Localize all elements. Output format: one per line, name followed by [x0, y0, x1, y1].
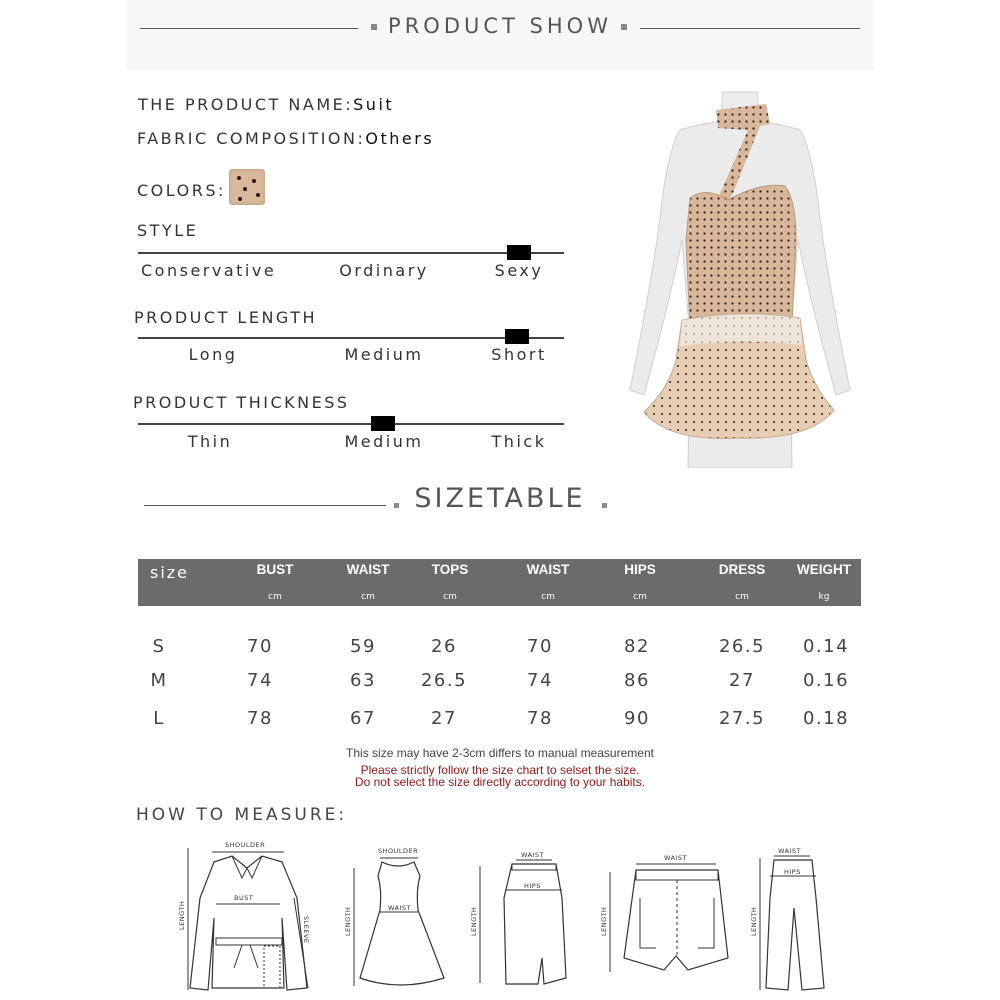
fabric-row: [137, 129, 434, 148]
thickness-option-thin: Thin: [187, 432, 233, 451]
skirt-measure-diagram: [466, 838, 586, 998]
cell-weight: 0.14: [802, 636, 850, 657]
style-scale-line: [138, 252, 564, 254]
jacket-icon: [172, 838, 322, 998]
length-title: PRODUCT LENGTH: [134, 308, 318, 327]
svg-text:SHOULDER: SHOULDER: [378, 847, 419, 855]
cell-bust: 78: [247, 708, 273, 729]
length-option-short: Short: [491, 345, 547, 364]
length-option-long: Long: [188, 345, 238, 364]
product-name-value: Suit: [353, 95, 395, 114]
length-marker: [505, 329, 529, 344]
col-tops: TOPS: [431, 562, 469, 577]
svg-text:LENGTH: LENGTH: [600, 906, 608, 936]
svg-text:WAIST: WAIST: [521, 851, 545, 859]
cell-hips: 82: [624, 636, 650, 657]
unit-weight: kg: [818, 592, 830, 602]
measurement-note: This size may have 2-3cm differs to manual measurement: [346, 746, 654, 760]
col-waist-2: WAIST: [526, 562, 570, 577]
thickness-option-thick: Thick: [491, 432, 547, 451]
cell-bust: 74: [247, 670, 273, 691]
unit-waist: cm: [361, 592, 375, 602]
cell-weight: 0.18: [802, 708, 850, 729]
svg-text:WAIST: WAIST: [388, 904, 412, 912]
product-show-title: PRODUCT SHOW: [388, 14, 612, 38]
row-size: S: [152, 636, 166, 657]
cell-waist-2: 78: [527, 708, 553, 729]
dress-icon: [340, 838, 455, 998]
style-marker: [507, 245, 531, 260]
style-option-sexy: Sexy: [494, 261, 544, 280]
cell-waist-2: 74: [527, 670, 553, 691]
cell-dress: 26.5: [718, 636, 766, 657]
product-name-row: [138, 95, 394, 114]
habit-warning: Do not select the size directly according to your habits.: [354, 775, 646, 789]
size-chart-warning: Please strictly follow the size chart to selset the size.: [360, 763, 640, 777]
col-waist: WAIST: [346, 562, 390, 577]
row-size: L: [153, 708, 165, 729]
pants-measure-diagram: [748, 838, 848, 998]
svg-text:LENGTH: LENGTH: [344, 906, 352, 936]
length-scale-line: [138, 337, 564, 339]
cell-waist: 67: [350, 708, 376, 729]
thickness-option-medium: Medium: [344, 432, 424, 451]
svg-text:HIPS: HIPS: [524, 882, 541, 890]
size-table-header: [138, 559, 861, 606]
color-swatch[interactable]: [229, 169, 265, 205]
sizetable-title: SIZETABLE: [414, 483, 586, 514]
col-bust: BUST: [256, 562, 294, 577]
shorts-measure-diagram: [596, 838, 746, 998]
thickness-scale-line: [138, 423, 564, 425]
pants-icon: [748, 838, 848, 998]
style-option-conservative: Conservative: [141, 261, 277, 280]
sizetable-left-dot: [394, 503, 399, 508]
size-column-header: size: [150, 563, 190, 582]
cell-tops: 26.5: [420, 670, 468, 691]
svg-text:SHOULDER: SHOULDER: [225, 841, 266, 849]
svg-text:BUST: BUST: [234, 894, 254, 902]
cell-weight: 0.16: [802, 670, 850, 691]
banner-right-rule: [640, 28, 860, 29]
svg-text:WAIST: WAIST: [778, 847, 802, 855]
cell-waist: 63: [350, 670, 376, 691]
product-name-label: THE PRODUCT NAME:: [138, 95, 354, 114]
unit-tops: cm: [443, 592, 457, 602]
col-dress: DRESS: [718, 562, 766, 577]
mannequin-illustration: [610, 90, 862, 468]
col-hips: HIPS: [624, 562, 656, 577]
sizetable-right-dot: [602, 503, 607, 508]
product-photo: [610, 90, 862, 468]
cell-hips: 86: [624, 670, 650, 691]
cell-bust: 70: [247, 636, 273, 657]
jacket-measure-diagram: [172, 838, 322, 998]
thickness-title: PRODUCT THICKNESS: [133, 393, 350, 412]
length-option-medium: Medium: [344, 345, 424, 364]
skirt-icon: [466, 838, 586, 998]
how-to-measure-title: HOW TO MEASURE:: [136, 805, 348, 825]
row-size: M: [150, 670, 168, 691]
cell-waist: 59: [350, 636, 376, 657]
sizetable-left-rule: [144, 505, 386, 506]
cell-tops: 26: [431, 636, 457, 657]
col-weight: WEIGHT: [797, 562, 851, 577]
unit-bust: cm: [268, 592, 282, 602]
svg-text:LENGTH: LENGTH: [178, 900, 186, 930]
svg-text:SLEEVE: SLEEVE: [302, 916, 310, 944]
shorts-icon: [596, 838, 746, 998]
cell-hips: 90: [624, 708, 650, 729]
style-title: STYLE: [137, 221, 199, 240]
banner-right-dot: [621, 24, 627, 30]
cell-tops: 27: [431, 708, 457, 729]
thickness-marker: [371, 416, 395, 431]
dress-measure-diagram: [340, 838, 455, 998]
svg-text:WAIST: WAIST: [664, 854, 688, 862]
svg-text:HIPS: HIPS: [784, 868, 801, 876]
colors-label: COLORS:: [137, 181, 226, 200]
style-option-ordinary: Ordinary: [339, 261, 429, 280]
unit-waist-2: cm: [541, 592, 555, 602]
svg-text:LENGTH: LENGTH: [470, 906, 478, 936]
cell-waist-2: 70: [527, 636, 553, 657]
unit-hips: cm: [633, 592, 647, 602]
cell-dress: 27.5: [718, 708, 766, 729]
fabric-label: FABRIC COMPOSITION:: [137, 129, 366, 148]
fabric-value: Others: [365, 129, 435, 148]
cell-dress: 27: [729, 670, 755, 691]
unit-dress: cm: [735, 592, 749, 602]
svg-text:LENGTH: LENGTH: [750, 906, 758, 936]
